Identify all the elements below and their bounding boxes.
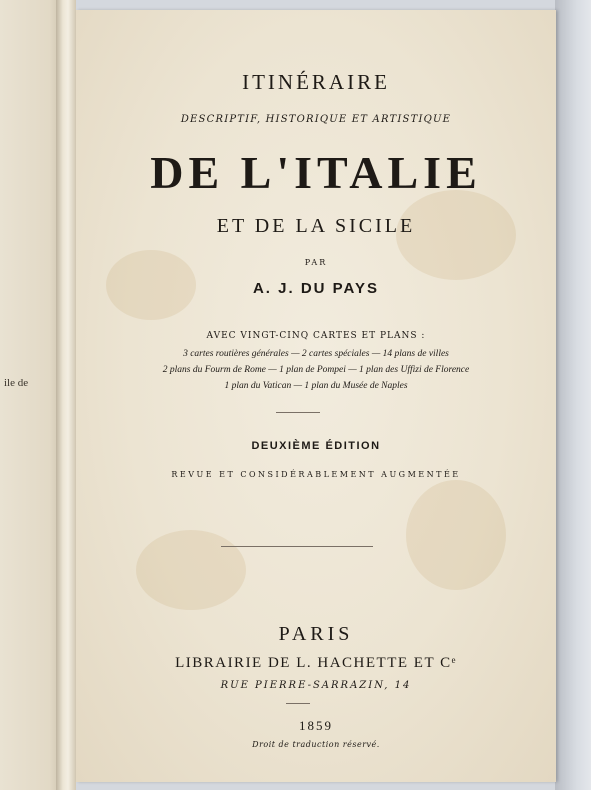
book-spine <box>56 0 76 790</box>
foxing-stain <box>406 480 506 590</box>
long-rule <box>221 546 373 547</box>
by-line: PAR <box>304 258 328 267</box>
publisher: LIBRAIRIE DE L. HACHETTE ET Cᵉ <box>175 655 457 671</box>
cover-edge <box>555 0 591 790</box>
title-top: ITINÉRAIRE <box>242 70 390 94</box>
title-main: DE L'ITALIE <box>150 147 482 198</box>
short-rule <box>276 412 320 413</box>
rights-notice: Droit de traduction réservé. <box>252 740 380 749</box>
left-page-text-fragment: ile de <box>4 377 29 389</box>
year: 1859 <box>299 718 333 733</box>
foxing-stain <box>136 530 246 610</box>
maps-line: 3 cartes routières générales — 2 cartes spéciales — 14 plans de villes <box>183 349 449 359</box>
maps-line: 2 plans du Fourm de Rome — 1 plan de Pompei — 1 plan des Uffizi de Florence <box>162 365 470 375</box>
maps-line: 1 plan du Vatican — 1 plan du Musée de Naples <box>224 381 408 391</box>
left-page <box>0 0 62 790</box>
title-sub: ET DE LA SICILE <box>216 215 416 237</box>
author: A. J. DU PAYS <box>252 280 380 297</box>
city: PARIS <box>278 623 354 645</box>
edition: DEUXIÈME ÉDITION <box>251 440 381 452</box>
small-rule <box>286 703 310 704</box>
edition-note: REVUE ET CONSIDÉRABLEMENT AUGMENTÉE <box>171 470 461 479</box>
maps-heading: AVEC VINGT-CINQ CARTES ET PLANS : <box>206 331 426 341</box>
address: RUE PIERRE-SARRAZIN, 14 <box>220 680 412 691</box>
title-page <box>76 10 556 782</box>
subtitle: DESCRIPTIF, HISTORIQUE ET ARTISTIQUE <box>180 114 452 125</box>
